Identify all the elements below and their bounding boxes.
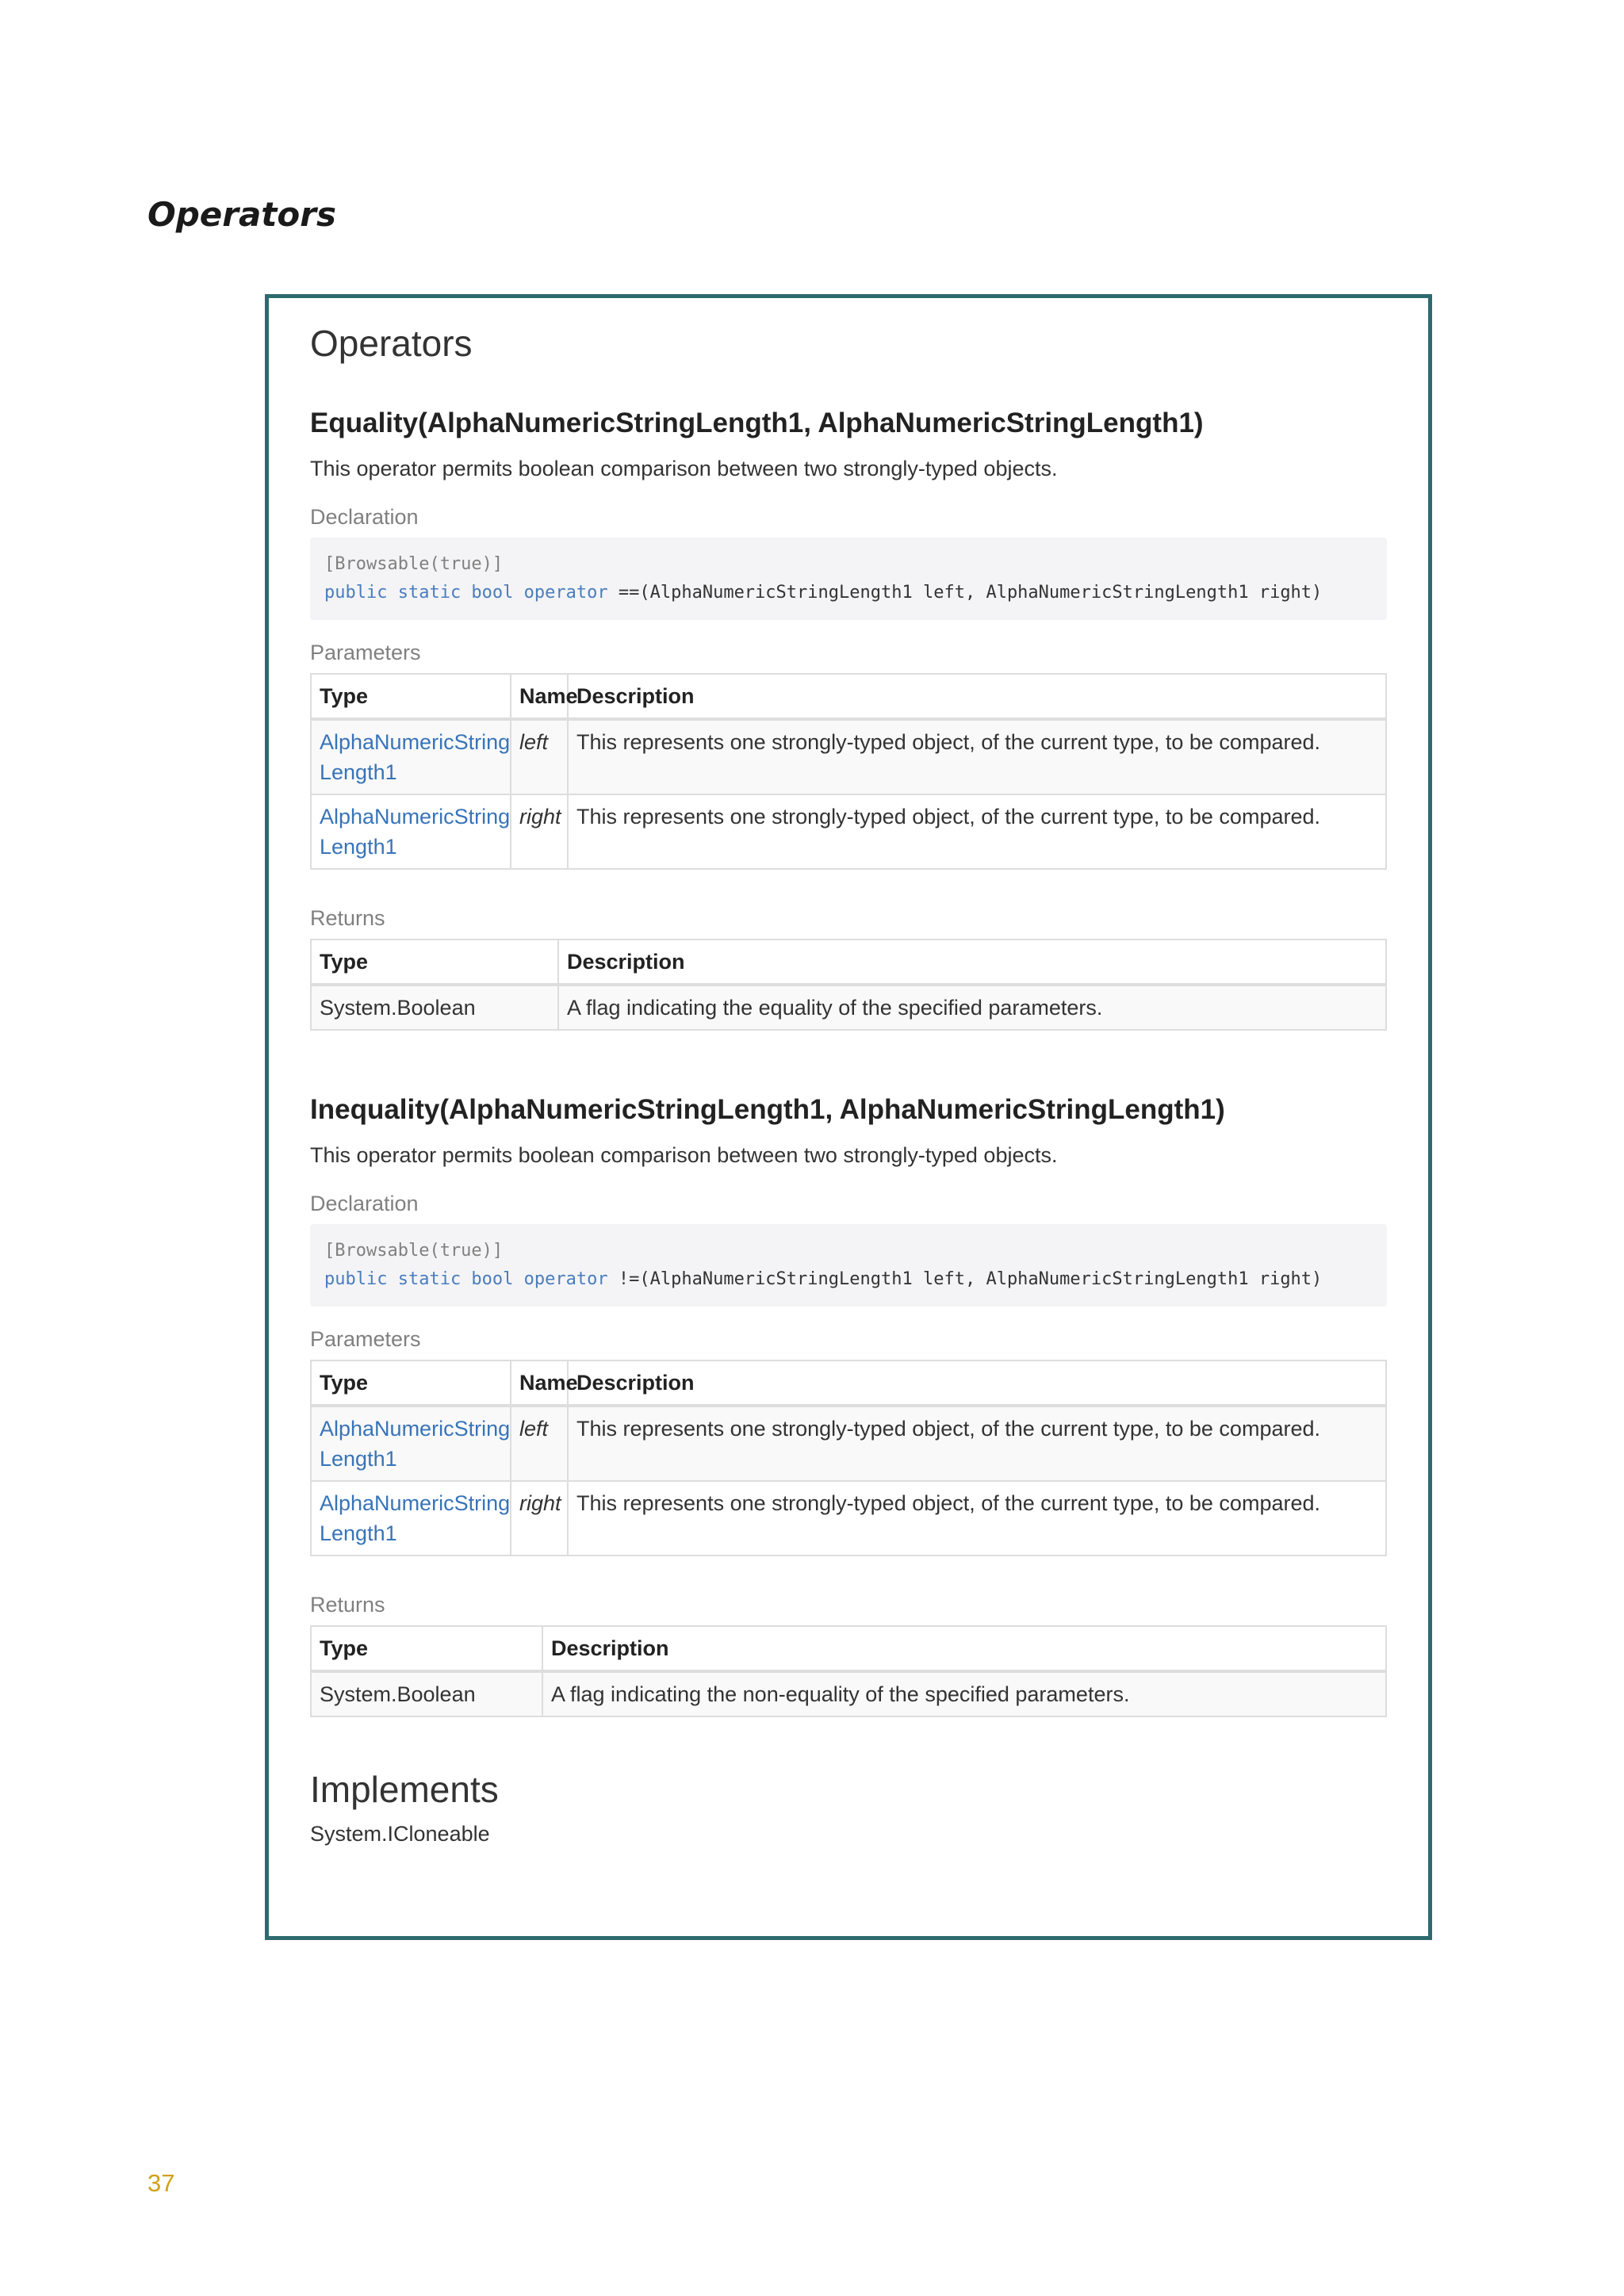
return-type-cell: System.Boolean <box>311 1671 542 1716</box>
table-row <box>311 719 1386 794</box>
operator-summary: This operator permits boolean comparison between two strongly-typed objects. <box>310 457 1058 480</box>
returns-table <box>310 939 1387 1031</box>
parameters-label: Parameters <box>310 1327 421 1351</box>
code-keywords: public static bool operator <box>324 583 608 603</box>
param-type-cell <box>311 1481 511 1556</box>
header-description: Description <box>542 1626 1386 1671</box>
param-type-link[interactable]: AlphaNumericString Length1 <box>320 1417 511 1471</box>
code-signature: ==(AlphaNumericStringLength1 left, AlphaNumericStringLength1 right) <box>607 583 1323 603</box>
declaration-label: Declaration <box>310 505 419 529</box>
operators-section-title: Operators <box>310 323 473 364</box>
operator-inequality <box>310 1094 1387 1717</box>
operator-summary: This operator permits boolean comparison between two strongly-typed objects. <box>310 1143 1058 1167</box>
param-name-cell: right <box>511 794 568 869</box>
param-type-cell <box>311 794 511 869</box>
table-header-row <box>311 674 1386 719</box>
header-name: Name <box>511 674 568 719</box>
code-signature: !=(AlphaNumericStringLength1 left, AlphaNumericStringLength1 right) <box>607 1269 1323 1289</box>
param-type-link[interactable]: AlphaNumericString Length1 <box>320 805 511 859</box>
documentation-frame <box>265 294 1432 1940</box>
implements-section <box>310 1768 1387 1846</box>
table-header-row <box>311 1626 1386 1671</box>
param-type-link[interactable]: AlphaNumericString Length1 <box>320 1491 511 1545</box>
implements-item: System.ICloneable <box>310 1822 490 1846</box>
param-description-cell: This represents one strongly-typed object, of the current type, to be compared. <box>568 794 1386 869</box>
header-type: Type <box>311 939 558 985</box>
param-description-cell: This represents one strongly-typed object, of the current type, to be compared. <box>568 1481 1386 1556</box>
return-type-cell: System.Boolean <box>311 985 558 1030</box>
header-type: Type <box>311 1626 542 1671</box>
table-header-row <box>311 939 1386 985</box>
param-name-cell: left <box>511 719 568 794</box>
operator-title: Inequality(AlphaNumericStringLength1, AlphaNumericStringLength1) <box>310 1094 1225 1125</box>
parameters-table <box>310 673 1387 870</box>
param-type-link[interactable]: AlphaNumericString Length1 <box>320 730 511 784</box>
returns-table <box>310 1625 1387 1717</box>
returns-label: Returns <box>310 1593 385 1617</box>
table-row <box>311 1481 1386 1556</box>
parameters-label: Parameters <box>310 641 421 664</box>
page-number: 37 <box>147 2169 175 2197</box>
operator-title: Equality(AlphaNumericStringLength1, AlphaNumericStringLength1) <box>310 408 1204 438</box>
return-description-cell: A flag indicating the non-equality of the specified parameters. <box>542 1671 1386 1716</box>
param-description-cell: This represents one strongly-typed object, of the current type, to be compared. <box>568 719 1386 794</box>
param-type-cell <box>311 1406 511 1481</box>
code-attribute: [Browsable(true)] <box>324 554 504 574</box>
param-name-cell: right <box>511 1481 568 1556</box>
returns-label: Returns <box>310 906 385 930</box>
table-row <box>311 1406 1386 1481</box>
declaration-code-block <box>310 1224 1387 1307</box>
table-row <box>311 1671 1386 1716</box>
operator-equality <box>310 408 1387 1031</box>
code-signature-line <box>324 579 1373 607</box>
return-description-cell: A flag indicating the equality of the specified parameters. <box>558 985 1386 1030</box>
header-description: Description <box>558 939 1386 985</box>
code-attribute: [Browsable(true)] <box>324 1241 504 1261</box>
header-description: Description <box>568 674 1386 719</box>
code-signature-line <box>324 1265 1373 1294</box>
param-name-cell: left <box>511 1406 568 1481</box>
page-heading: Operators <box>147 195 336 234</box>
param-description-cell: This represents one strongly-typed object, of the current type, to be compared. <box>568 1406 1386 1481</box>
table-header-row <box>311 1360 1386 1406</box>
parameters-table <box>310 1360 1387 1556</box>
code-keywords: public static bool operator <box>324 1269 608 1289</box>
declaration-code-block <box>310 538 1387 620</box>
declaration-label: Declaration <box>310 1192 419 1215</box>
table-row <box>311 794 1386 869</box>
header-name: Name <box>511 1360 568 1406</box>
header-description: Description <box>568 1360 1386 1406</box>
implements-title: Implements <box>310 1769 499 1810</box>
header-type: Type <box>311 674 511 719</box>
header-type: Type <box>311 1360 511 1406</box>
table-row <box>311 985 1386 1030</box>
param-type-cell <box>311 719 511 794</box>
